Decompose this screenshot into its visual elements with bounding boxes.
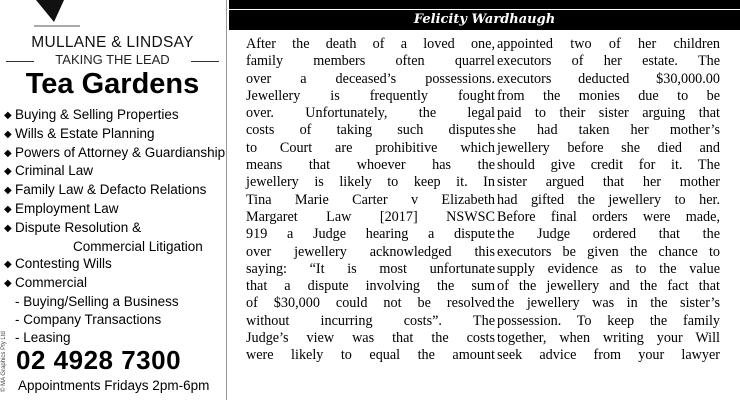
headline-banner: [229, 0, 740, 9]
service-subitem: - Company Transactions: [15, 311, 162, 327]
advertisement: [0, 0, 225, 400]
text-line: 919 a Judge hearing a dispute: [246, 226, 495, 243]
appointment-hours: Appointments Fridays 2pm-6pm: [18, 378, 210, 393]
text-line: over. Unfortunately, the legal: [246, 105, 495, 122]
firm-name: MULLANE & LINDSAY: [31, 34, 194, 51]
text-line: seek advice from your lawyer: [497, 347, 720, 364]
text-line: supply evidence as to the value: [497, 260, 720, 277]
text-line: Judge’s view was that the costs: [246, 330, 495, 347]
service-item: ◆ Dispute Resolution &: [4, 219, 225, 238]
text-line: of $30,000 could not be resolved: [246, 295, 495, 312]
text-line: executors be given the chance to: [497, 243, 720, 260]
services-list: [4, 106, 225, 346]
text-line: possession. To keep the family: [497, 312, 720, 329]
diamond-bullet-icon: ◆: [4, 147, 12, 159]
text-line: had gifted the jewellery to her.: [497, 191, 720, 208]
text-line: Margaret Law [2017] NSWSC: [246, 208, 495, 225]
text-line: means that whoever has the: [246, 157, 495, 174]
article-byline: Felicity Wardhaugh: [229, 10, 740, 30]
column-divider: [226, 0, 227, 400]
service-item: ◆ Powers of Attorney & Guardianship: [4, 144, 225, 163]
text-line: over a deceased’s possessions.: [246, 70, 495, 87]
diamond-bullet-icon: ◆: [4, 278, 12, 290]
diamond-bullet-icon: ◆: [4, 128, 12, 140]
service-item-continued: Commercial Litigation: [73, 238, 203, 254]
service-item: ◆ Commercial: [4, 274, 225, 293]
article-column-2: [497, 36, 720, 365]
service-subitem: - Leasing: [15, 329, 71, 345]
graphics-credit: © MA Graphics Pty Ltd: [1, 331, 7, 392]
text-line: Jewellery is frequently fought: [246, 87, 495, 104]
location-heading: Tea Gardens: [25, 68, 200, 100]
text-line: saying: “It is most unfortunate: [246, 260, 495, 277]
diamond-bullet-icon: ◆: [4, 166, 12, 178]
text-line: of the jewellery and the fact that: [497, 278, 720, 295]
text-line: should give credit for it. The: [497, 157, 720, 174]
text-line: sister argued that her mother: [497, 174, 720, 191]
service-item: ◆ Wills & Estate Planning: [4, 125, 225, 144]
service-item: ◆ Contesting Wills: [4, 255, 225, 274]
text-line: Before final orders were made,: [497, 208, 720, 225]
diamond-bullet-icon: ◆: [4, 259, 12, 271]
text-line: Tina Marie Carter v Elizabeth: [246, 191, 495, 208]
text-line: family members often quarrel: [246, 53, 495, 70]
text-line: together, when writing your Will: [497, 330, 720, 347]
service-item: ◆ Criminal Law: [4, 162, 225, 181]
diamond-bullet-icon: ◆: [4, 222, 12, 234]
text-line: she had taken her mother’s: [497, 122, 720, 139]
article-column-1: [246, 36, 495, 365]
diamond-bullet-icon: ◆: [4, 185, 12, 197]
text-line: appointed two of her children: [497, 36, 720, 52]
text-line: jewellery is likely to keep it. In: [246, 174, 495, 191]
text-line: from the monies due to be: [497, 87, 720, 104]
text-line: that a dispute involving the sum: [246, 278, 495, 295]
text-line: executors deducted $30,000.00: [497, 70, 720, 87]
text-line: without incurring costs”. The: [246, 312, 495, 329]
service-item: ◆ Employment Law: [4, 200, 225, 219]
text-line: the jewellery was in the sister’s: [497, 295, 720, 312]
text-line: executors of her estate. The: [497, 53, 720, 70]
firm-tagline: TAKING THE LEAD: [4, 52, 221, 67]
firm-logo: [28, 0, 88, 30]
diamond-bullet-icon: ◆: [4, 203, 12, 215]
service-item: ◆ Family Law & Defacto Relations: [4, 181, 225, 200]
service-subitem: - Buying/Selling a Business: [15, 293, 179, 309]
diamond-bullet-icon: ◆: [4, 110, 12, 121]
text-line: were likely to equal the amount: [246, 347, 495, 364]
service-item: ◆ Buying & Selling Properties: [4, 106, 225, 125]
phone-number: 02 4928 7300: [16, 345, 182, 375]
text-line: to Court are prohibitive which: [246, 139, 495, 156]
text-line: After the death of a loved one,: [246, 36, 495, 52]
text-line: over jewellery acknowledged this: [246, 243, 495, 260]
text-line: jewellery before she died and: [497, 139, 720, 156]
text-line: the Judge ordered that the: [497, 226, 720, 243]
text-line: paid to their sister arguing that: [497, 105, 720, 122]
text-line: costs of taking such disputes: [246, 122, 495, 139]
